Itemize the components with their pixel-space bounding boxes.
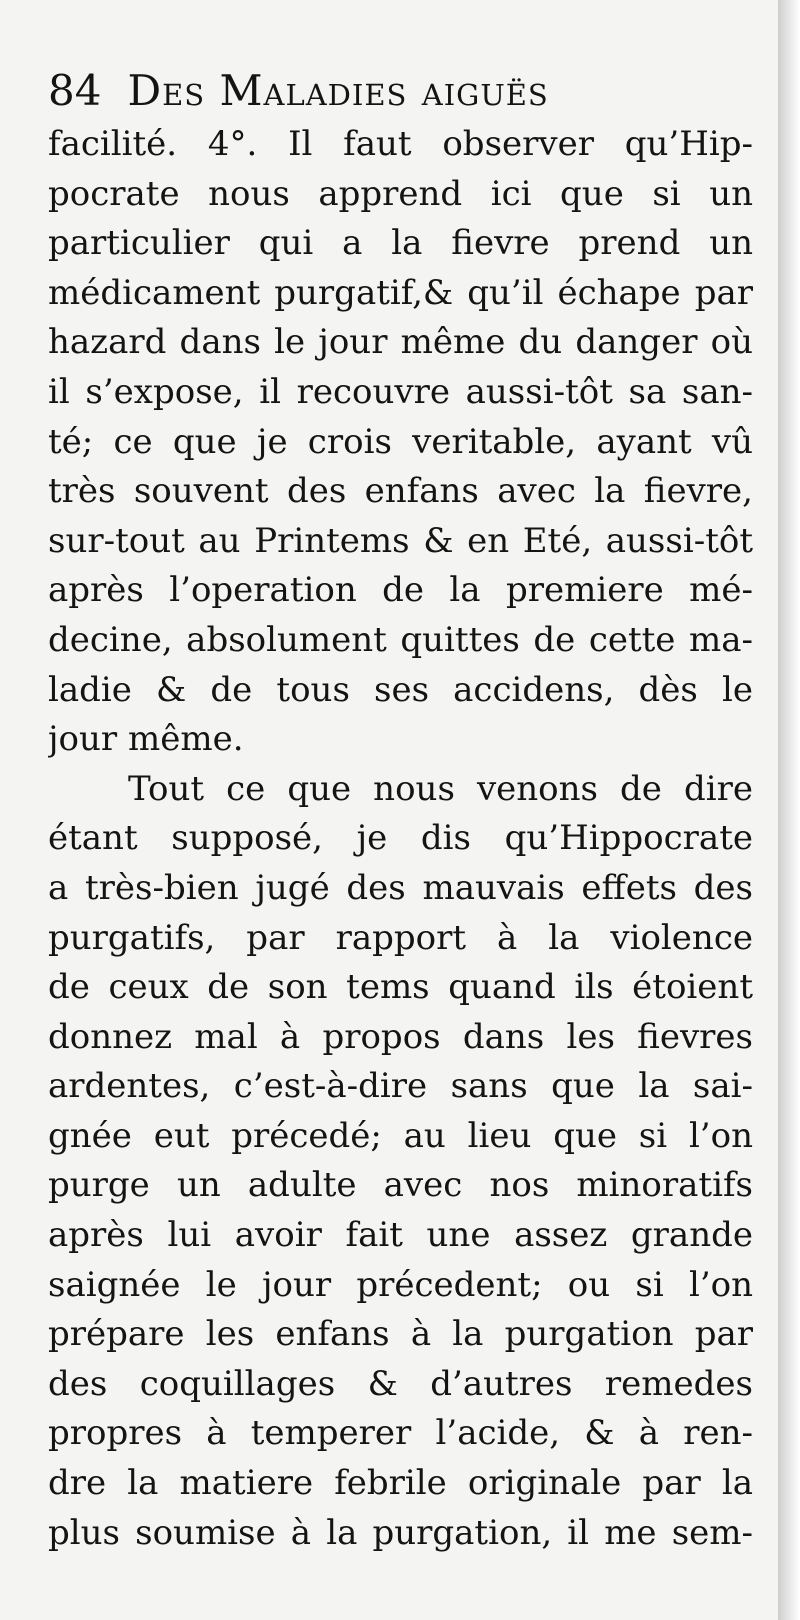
text-line: propres à temperer l’acide, & à ren- bbox=[48, 1413, 753, 1454]
text-line: de ceux de son tems quand ils étoient bbox=[48, 967, 753, 1008]
text-line: médicament purgatif,& qu’il échape par bbox=[48, 272, 753, 313]
running-title: Des Maladies aiguës bbox=[127, 66, 549, 115]
text-line: plus soumise à la purgation, il me sem- bbox=[48, 1512, 753, 1553]
text-line: saignée le jour précedent; ou si l’on bbox=[48, 1264, 753, 1305]
text-line: très souvent des enfans avec la fievre, bbox=[48, 471, 753, 512]
text-line: particulier qui a la fievre prend un bbox=[48, 223, 753, 264]
page-number: 84 bbox=[48, 66, 102, 115]
text-line: dre la matiere febrile originale par la bbox=[48, 1463, 753, 1504]
text-line: il s’expose, il recouvre aussi-tôt sa san- bbox=[48, 371, 753, 412]
paragraph bbox=[48, 765, 753, 1559]
paragraph bbox=[48, 120, 753, 765]
text-line: des coquillages & d’autres remedes bbox=[48, 1363, 753, 1404]
text-line: decine, absolument quittes de cette ma- bbox=[48, 619, 753, 660]
text-line: a très-bien jugé des mauvais effets des bbox=[48, 867, 753, 908]
text-line: ardentes, c’est-à-dire sans que la sai- bbox=[48, 1066, 753, 1107]
text-line: té; ce que je crois veritable, ayant vû bbox=[48, 421, 753, 462]
text-line: donnez mal à propos dans les fievres bbox=[48, 1016, 753, 1057]
text-line: hazard dans le jour même du danger où bbox=[48, 322, 753, 363]
text-line: étant supposé, je dis qu’Hippocrate bbox=[48, 818, 753, 859]
text-line: Tout ce que nous venons de dire bbox=[128, 768, 753, 809]
text-line: sur-tout au Printems & en Eté, aussi-tôt bbox=[48, 520, 753, 561]
text-line: purgatifs, par rapport à la violence bbox=[48, 917, 753, 958]
text-line: prépare les enfans à la purgation par bbox=[48, 1314, 753, 1355]
page-edge bbox=[778, 0, 800, 1620]
text-line: facilité. 4°. Il faut observer qu’Hip- bbox=[48, 124, 753, 164]
text-line: pocrate nous apprend ici que si un bbox=[48, 173, 753, 214]
running-header bbox=[48, 62, 753, 120]
text-line: gnée eut précedé; au lieu que si l’on bbox=[48, 1115, 753, 1156]
body-text bbox=[48, 120, 753, 1558]
text-line: après l’operation de la premiere mé- bbox=[48, 570, 753, 611]
text-block bbox=[48, 62, 753, 1558]
text-line: purge un adulte avec nos minoratifs bbox=[48, 1165, 753, 1206]
text-line: jour même. bbox=[48, 719, 244, 760]
text-line: ladie & de tous ses accidens, dès le bbox=[48, 669, 753, 710]
text-line: après lui avoir fait une assez grande bbox=[48, 1215, 753, 1256]
